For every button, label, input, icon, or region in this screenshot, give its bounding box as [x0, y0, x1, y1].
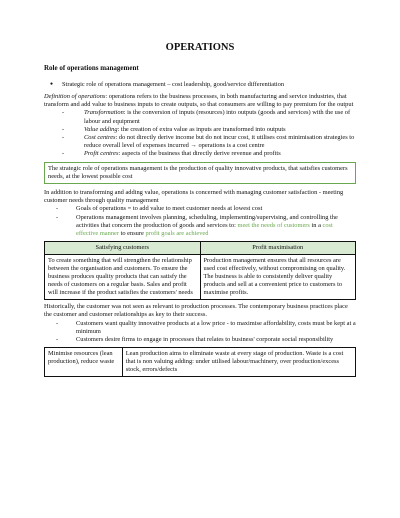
definition-text: : operations refers to the business processes, in both manufacturing and service industries, that transform and add value to business inputs to create outputs, so that consumers are willing to pay premium for the output: [44, 93, 354, 109]
table-cell: Production management ensures that all resources are used cost effectively, without compromising on quality. The business is able to consistently deliver quality products and sell at a convenient price to customers to maximise profits.: [200, 254, 356, 299]
highlight-profit-goals: profit goals are achieved: [145, 229, 209, 237]
strategic-role-bullet: ● Strategic role of operations management – cost leadership, good/service differentiation: [54, 81, 356, 89]
history-list: [44, 320, 356, 344]
list-item: - Operations management involves planning, scheduling, implementing/supervising, and controlling the activities that concern the production of goods and services to: meet the needs of customers in a cost effective manner to ensure profit goals are achieved: [56, 214, 356, 238]
table-row: [45, 347, 356, 376]
strategic-role-box: The strategic role of operations management is the production of quality innovative products, that satisfies customers needs, at the lowest possible cost: [44, 162, 356, 184]
table-cell: Minimise resources (lean production), reduce waste: [45, 347, 123, 376]
highlight-cost-effective: cost effective manner: [76, 221, 333, 237]
list-item: - Value adding: the creation of extra value as inputs are transformed into outputs: [62, 126, 356, 134]
definition-paragraph: [44, 93, 356, 109]
list-item: - Profit centres: aspects of the business that directly derive revenue and profits: [62, 150, 356, 158]
table-cell: Lean production aims to eliminate waste at every stage of production. Waste is a cost that is non valuing adding: under utilised labour/machinery, over production/excess stock, errors/defects: [122, 347, 355, 376]
lean-production-table: [44, 347, 356, 377]
list-item: - Goals of operations = to add value to meet customer needs at lowest cost: [56, 205, 356, 213]
definition-label: Definition of operations: [44, 93, 106, 101]
definition-list: [44, 109, 356, 158]
section-heading: Role of operations management: [44, 64, 139, 73]
list-item: - Customers want quality innovative products at a low price - to maximise affordability, costs must be kept at a minimum: [56, 320, 356, 336]
table-row: [45, 254, 356, 299]
goals-list: [44, 205, 356, 237]
table-cell: To create something that will strengthen the relationship between the organisation and customers. To ensure the business produces quality products that can satisfy the needs of customers on a regular basis. Sales and profit will increase if the product satisfies the customers' needs: [45, 254, 201, 299]
table-header-satisfying-customers: Satisfying customers: [45, 241, 201, 254]
transform-paragraph: In addition to transforming and adding value, operations is concerned with managing customer satisfaction - meeting customer needs through quality management: [44, 189, 344, 205]
list-item: - Customers desire firms to engage in processes that relates to business' corporate social responsibility: [56, 336, 356, 344]
list-item: - Cost centres: do not directly derive income but do not incur cost, it utilises cost minimisation strategies to reduce overall level of expenses incurred → operations is a cost centre: [62, 134, 356, 150]
customers-profit-table: [44, 241, 356, 301]
highlight-customer-needs: meet the needs of customers: [237, 221, 310, 229]
table-header-profit-maximisation: Profit maximisation: [200, 241, 356, 254]
page-title: OPERATIONS: [165, 42, 235, 53]
list-item: - Transformation: is the conversion of inputs (resources) into outputs (goods and services) with the use of labour and equipment: [62, 109, 356, 125]
history-paragraph: Historically, the customer was not seen as relevant to production processes. The contemporary business practices place the customer and customer relationships as key to their success.: [44, 303, 348, 319]
